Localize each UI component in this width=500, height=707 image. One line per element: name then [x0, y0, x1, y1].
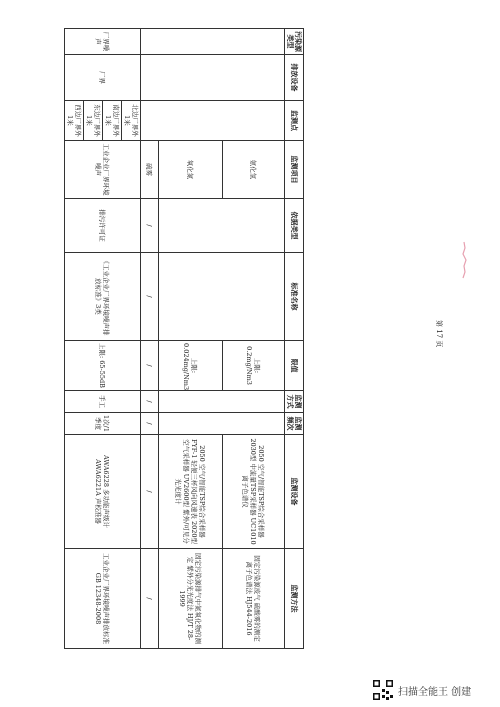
pink-stamp-mark: [458, 240, 470, 280]
noise-equipment: 厂界: [65, 55, 141, 101]
header-limit: 限值: [285, 341, 304, 391]
noise-standard: 《工业企业厂界环境噪声排放标准》3类: [65, 253, 141, 341]
header-freq: 监测频次: [285, 413, 304, 435]
header-row: [285, 29, 304, 649]
instrument-ammonia: 2050 空气/智能TSP综合采样器 2030型 中流量TSP采样器 UC1010 离子色谱仪: [223, 435, 285, 549]
noise-freq: 1次/1季度: [65, 413, 141, 435]
header-analysis: 监测方法: [285, 549, 304, 649]
method-other: /: [141, 391, 159, 413]
noise-basis: 排污许可证: [65, 199, 141, 253]
scanner-app-credit: 扫描全能王 创建: [398, 687, 472, 698]
header-type: 污染源类型: [285, 29, 304, 55]
item-nox: 氧化氮: [159, 141, 223, 199]
limit-other: /: [141, 341, 159, 391]
noise-point-1: 北边厂界外1米: [122, 101, 141, 141]
point-cell-empty: [141, 101, 285, 141]
table-row: [122, 29, 141, 649]
rotated-table: [64, 28, 304, 648]
analysis-other: /: [141, 549, 159, 649]
qr-code-icon: [372, 679, 394, 701]
basis-cell-empty: [159, 199, 285, 253]
method-cell-empty: [159, 391, 285, 413]
limit-ammonia: 上限: 0.2mg/Nm3: [223, 341, 285, 391]
instrument-other: /: [141, 435, 159, 549]
noise-analysis: 工业企业厂界环境噪声排放标准 GB 12348-2008: [65, 549, 141, 649]
limit-nox: 上限: 0.024mg/Nm3: [159, 341, 223, 391]
header-method: 监测方式: [285, 391, 304, 413]
monitoring-table: [64, 28, 304, 649]
header-point: 监测点: [285, 101, 304, 141]
header-instrument: 监测设备: [285, 435, 304, 549]
noise-point-4: 西边厂界外1米: [65, 101, 84, 141]
equipment-cell-empty: [141, 55, 285, 101]
analysis-ammonia: 固定污染源废气 硫酸雾的测定 离子色谱法 HJ544-2016: [223, 549, 285, 649]
type-cell-empty: [141, 29, 285, 55]
analysis-nox: 固定污染源排气中氮氧化物的测定 紫外分光光度法 HJ/T 28-1999: [159, 549, 223, 649]
freq-other: /: [141, 413, 159, 435]
standard-other: /: [141, 253, 159, 341]
basis-other: /: [141, 199, 159, 253]
noise-point-3: 东边厂界外1米: [84, 101, 103, 141]
standard-cell-empty: [159, 253, 285, 341]
noise-item: 工业企业厂界环境噪声: [65, 141, 141, 199]
noise-method: 手工: [65, 391, 141, 413]
noise-instrument: AWA6228 多功能声级计 AWA6221A 声校准器: [65, 435, 141, 549]
instrument-nox: 2050 空气/智能TSP综合采样器 FYF-1 轻便三杯风向风速表 2020型 空气采样器 UV2600型 紫外/可见分光光度计: [159, 435, 223, 549]
item-ammonia: 氨化氢: [223, 141, 285, 199]
noise-type: 厂界噪声: [65, 29, 141, 55]
header-basis: 依据类型: [285, 199, 304, 253]
noise-point-2: 南边厂界外1米: [103, 101, 122, 141]
header-equipment: 排放设备: [285, 55, 304, 101]
page-number: 第 17 页: [435, 320, 443, 348]
item-other: 硫雾: [141, 141, 159, 199]
rotated-table-wrapper: [64, 28, 304, 648]
header-standard: 标准名称: [285, 253, 304, 341]
noise-limit: 上限: 65-55dB: [65, 341, 141, 391]
table-row: [223, 29, 285, 649]
header-item: 监测项目: [285, 141, 304, 199]
freq-cell-empty: [159, 413, 285, 435]
